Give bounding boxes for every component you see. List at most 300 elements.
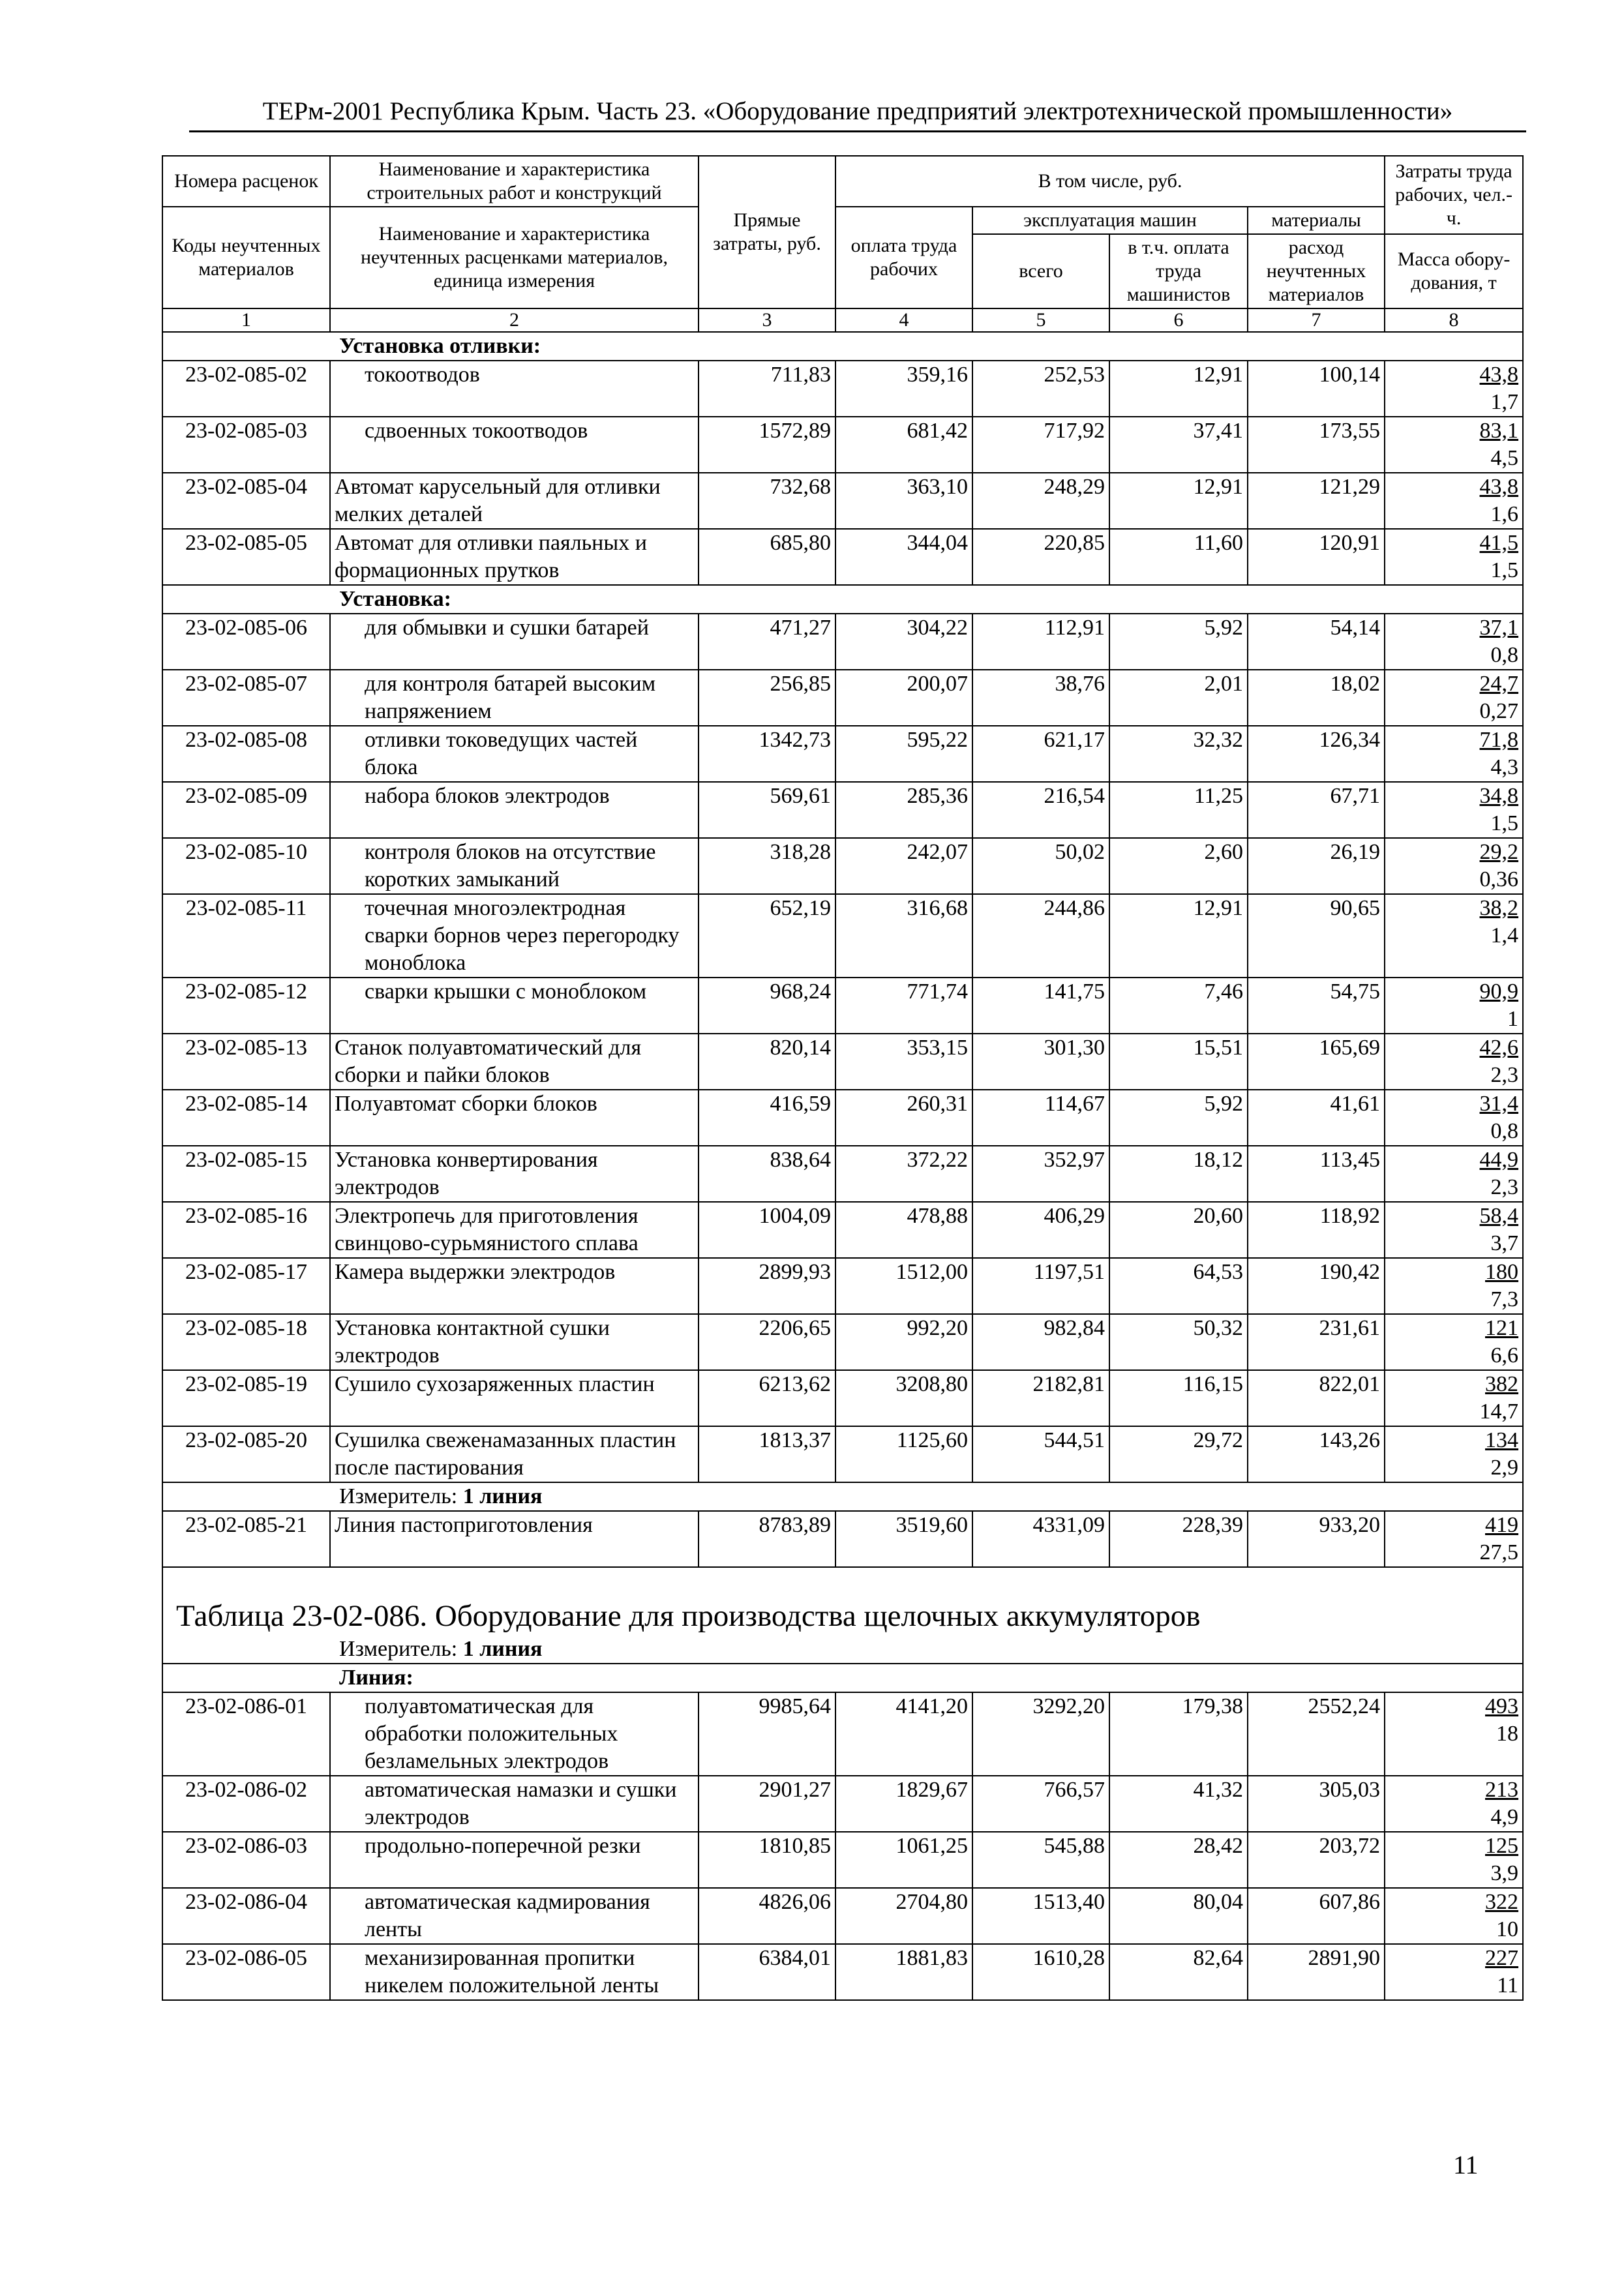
materials-cost: 90,65 <box>1248 894 1385 978</box>
materials-cost: 26,19 <box>1248 838 1385 894</box>
rates-table <box>162 155 1524 2001</box>
labor-hours: 58,4 <box>1479 1204 1519 1228</box>
rate-name: сварки крышки с моноблоком <box>330 978 699 1034</box>
materials-cost: 54,14 <box>1248 614 1385 670</box>
equipment-mass: 4,3 <box>1490 755 1519 779</box>
labor-hours: 121 <box>1485 1316 1519 1340</box>
labor-hours: 71,8 <box>1479 728 1519 752</box>
col1-header-top: Номера расценок <box>162 156 330 207</box>
rate-code: 23-02-085-05 <box>162 529 330 585</box>
materials-cost: 54,75 <box>1248 978 1385 1034</box>
rate-code: 23-02-085-02 <box>162 361 330 417</box>
col-number: 5 <box>972 308 1109 332</box>
rate-code: 23-02-085-11 <box>162 894 330 978</box>
operator-wages: 41,32 <box>1109 1776 1248 1832</box>
worker-wages: 353,15 <box>835 1034 972 1090</box>
materials-cost: 100,14 <box>1248 361 1385 417</box>
equipment-mass: 14,7 <box>1479 1399 1519 1424</box>
machine-cost: 216,54 <box>972 782 1109 838</box>
equipment-mass: 1,7 <box>1490 390 1519 414</box>
operator-wages: 228,39 <box>1109 1511 1248 1567</box>
labor-mass-cell <box>1385 1146 1523 1202</box>
operator-wages: 12,91 <box>1109 894 1248 978</box>
machine-cost: 352,97 <box>972 1146 1109 1202</box>
equipment-mass: 3,9 <box>1490 1861 1519 1885</box>
equipment-mass: 2,9 <box>1490 1456 1519 1480</box>
machine-cost: 406,29 <box>972 1202 1109 1258</box>
labor-hours: 134 <box>1485 1428 1519 1452</box>
rate-code: 23-02-085-21 <box>162 1511 330 1567</box>
labor-hours: 213 <box>1485 1778 1519 1802</box>
operator-wages: 5,92 <box>1109 614 1248 670</box>
table-row <box>162 1146 1523 1202</box>
col-number: 2 <box>330 308 699 332</box>
direct-cost: 4826,06 <box>699 1888 835 1944</box>
rate-name: Полуавтомат сборки блоков <box>330 1090 699 1146</box>
col3-header: Прямые затраты, руб. <box>699 156 835 308</box>
rate-code: 23-02-086-05 <box>162 1944 330 2000</box>
operator-wages: 12,91 <box>1109 361 1248 417</box>
materials-cost: 173,55 <box>1248 417 1385 473</box>
direct-cost: 8783,89 <box>699 1511 835 1567</box>
rate-name: автоматическая кадмирования ленты <box>330 1888 699 1944</box>
rate-name: токоотводов <box>330 361 699 417</box>
labor-hours: 42,6 <box>1479 1036 1519 1060</box>
equipment-mass: 7,3 <box>1490 1287 1519 1311</box>
labor-mass-cell <box>1385 1888 1523 1944</box>
worker-wages: 771,74 <box>835 978 972 1034</box>
rate-code: 23-02-085-17 <box>162 1258 330 1314</box>
table-row <box>162 1511 1523 1567</box>
direct-cost: 711,83 <box>699 361 835 417</box>
col7-header: расход неучтенных материалов <box>1248 234 1385 308</box>
worker-wages: 344,04 <box>835 529 972 585</box>
worker-wages: 1881,83 <box>835 1944 972 2000</box>
equipment-mass: 1 <box>1507 1007 1519 1031</box>
col8-header-bottom: Масса обору-дования, т <box>1385 234 1523 308</box>
measure-row <box>162 1482 1523 1511</box>
labor-mass-cell <box>1385 529 1523 585</box>
worker-wages: 4141,20 <box>835 1692 972 1776</box>
table-row <box>162 1426 1523 1482</box>
materials-cost: 18,02 <box>1248 670 1385 726</box>
operator-wages: 7,46 <box>1109 978 1248 1034</box>
rate-name: Сушило сухозаряженных пластин <box>330 1370 699 1426</box>
col-number: 3 <box>699 308 835 332</box>
direct-cost: 256,85 <box>699 670 835 726</box>
rate-code: 23-02-086-02 <box>162 1776 330 1832</box>
materials-cost: 118,92 <box>1248 1202 1385 1258</box>
labor-mass-cell <box>1385 614 1523 670</box>
operator-wages: 179,38 <box>1109 1692 1248 1776</box>
direct-cost: 1572,89 <box>699 417 835 473</box>
table-row <box>162 1776 1523 1832</box>
labor-mass-cell <box>1385 1944 1523 2000</box>
table-row <box>162 417 1523 473</box>
materials-cost: 190,42 <box>1248 1258 1385 1314</box>
labor-hours: 493 <box>1485 1694 1519 1718</box>
rate-name: Сушилка свеженамазанных пластин после пастирования <box>330 1426 699 1482</box>
worker-wages: 260,31 <box>835 1090 972 1146</box>
materials-header: материалы <box>1248 207 1385 234</box>
section-title: Линия: <box>162 1664 1523 1692</box>
worker-wages: 992,20 <box>835 1314 972 1370</box>
machine-cost: 141,75 <box>972 978 1109 1034</box>
materials-cost: 121,29 <box>1248 473 1385 529</box>
rate-name: Линия пастоприготовления <box>330 1511 699 1567</box>
equipment-mass: 1,4 <box>1490 923 1519 948</box>
labor-mass-cell <box>1385 1426 1523 1482</box>
col-number: 8 <box>1385 308 1523 332</box>
labor-mass-cell <box>1385 1090 1523 1146</box>
materials-cost: 231,61 <box>1248 1314 1385 1370</box>
rate-name: автоматическая намазки и сушки электродов <box>330 1776 699 1832</box>
operator-wages: 116,15 <box>1109 1370 1248 1426</box>
labor-hours: 31,4 <box>1479 1092 1519 1116</box>
equipment-mass: 1,6 <box>1490 502 1519 526</box>
direct-cost: 6384,01 <box>699 1944 835 2000</box>
table-row <box>162 1832 1523 1888</box>
page-number: 11 <box>1453 2150 1479 2179</box>
worker-wages: 316,68 <box>835 894 972 978</box>
machine-cost: 544,51 <box>972 1426 1109 1482</box>
machine-cost: 114,67 <box>972 1090 1109 1146</box>
machine-cost: 4331,09 <box>972 1511 1109 1567</box>
col-number: 7 <box>1248 308 1385 332</box>
equipment-mass: 2,3 <box>1490 1175 1519 1199</box>
labor-mass-cell <box>1385 1202 1523 1258</box>
machine-cost: 621,17 <box>972 726 1109 782</box>
direct-cost: 2206,65 <box>699 1314 835 1370</box>
rate-name: сдвоенных токоотводов <box>330 417 699 473</box>
machine-cost: 112,91 <box>972 614 1109 670</box>
equipment-mass: 11 <box>1497 1973 1519 1997</box>
materials-cost: 607,86 <box>1248 1888 1385 1944</box>
labor-mass-cell <box>1385 1511 1523 1567</box>
direct-cost: 685,80 <box>699 529 835 585</box>
operator-wages: 12,91 <box>1109 473 1248 529</box>
rate-code: 23-02-085-20 <box>162 1426 330 1482</box>
operator-wages: 28,42 <box>1109 1832 1248 1888</box>
operator-wages: 11,60 <box>1109 529 1248 585</box>
machine-cost: 301,30 <box>972 1034 1109 1090</box>
equipment-mass: 3,7 <box>1490 1231 1519 1255</box>
measure-label: Измеритель: <box>339 1637 458 1661</box>
table-row <box>162 838 1523 894</box>
table-row <box>162 361 1523 417</box>
labor-hours: 37,1 <box>1479 616 1519 640</box>
worker-wages: 363,10 <box>835 473 972 529</box>
operator-wages: 15,51 <box>1109 1034 1248 1090</box>
machine-cost: 766,57 <box>972 1776 1109 1832</box>
worker-wages: 372,22 <box>835 1146 972 1202</box>
table-row <box>162 1258 1523 1314</box>
rate-name: Электропечь для приготовления свинцово-сурьмянистого сплава <box>330 1202 699 1258</box>
rate-code: 23-02-085-19 <box>162 1370 330 1426</box>
labor-hours: 38,2 <box>1479 896 1519 920</box>
table-row <box>162 1692 1523 1776</box>
machine-cost: 252,53 <box>972 361 1109 417</box>
direct-cost: 416,59 <box>699 1090 835 1146</box>
labor-mass-cell <box>1385 1034 1523 1090</box>
rate-code: 23-02-085-16 <box>162 1202 330 1258</box>
table-title: Таблица 23-02-086. Оборудование для производства щелочных аккумуляторов <box>162 1567 1523 1636</box>
direct-cost: 838,64 <box>699 1146 835 1202</box>
table-row <box>162 1090 1523 1146</box>
rate-code: 23-02-085-03 <box>162 417 330 473</box>
operator-wages: 5,92 <box>1109 1090 1248 1146</box>
rate-name: отливки токоведущих частей блока <box>330 726 699 782</box>
rate-name: механизированная пропитки никелем положительной ленты <box>330 1944 699 2000</box>
labor-mass-cell <box>1385 1370 1523 1426</box>
col-number: 4 <box>835 308 972 332</box>
labor-hours: 24,7 <box>1479 672 1519 696</box>
table-row <box>162 894 1523 978</box>
worker-wages: 1061,25 <box>835 1832 972 1888</box>
operator-wages: 2,60 <box>1109 838 1248 894</box>
labor-mass-cell <box>1385 417 1523 473</box>
col1-header-bottom: Коды неучтенных материалов <box>162 207 330 308</box>
machine-cost: 3292,20 <box>972 1692 1109 1776</box>
labor-hours: 227 <box>1485 1946 1519 1970</box>
header-rule <box>189 130 1526 132</box>
worker-wages: 1125,60 <box>835 1426 972 1482</box>
direct-cost: 2901,27 <box>699 1776 835 1832</box>
table-row <box>162 473 1523 529</box>
rate-code: 23-02-086-03 <box>162 1832 330 1888</box>
rate-code: 23-02-085-18 <box>162 1314 330 1370</box>
materials-cost: 305,03 <box>1248 1776 1385 1832</box>
labor-mass-cell <box>1385 782 1523 838</box>
col2-header-top: Наименование и характеристика строительных работ и конструкций <box>330 156 699 207</box>
table-row <box>162 726 1523 782</box>
machine-cost: 244,86 <box>972 894 1109 978</box>
rate-name: Автомат карусельный для отливки мелких деталей <box>330 473 699 529</box>
machine-cost: 1197,51 <box>972 1258 1109 1314</box>
labor-mass-cell <box>1385 670 1523 726</box>
worker-wages: 3208,80 <box>835 1370 972 1426</box>
equipment-mass: 6,6 <box>1490 1343 1519 1368</box>
direct-cost: 318,28 <box>699 838 835 894</box>
col-number: 6 <box>1109 308 1248 332</box>
table-row <box>162 1314 1523 1370</box>
rate-name: продольно-поперечной резки <box>330 1832 699 1888</box>
table-row <box>162 978 1523 1034</box>
table-row <box>162 614 1523 670</box>
materials-cost: 41,61 <box>1248 1090 1385 1146</box>
operator-wages: 80,04 <box>1109 1888 1248 1944</box>
col2-header-bottom: Наименование и характеристика неучтенных расценками материалов, единица измерения <box>330 207 699 308</box>
operator-wages: 29,72 <box>1109 1426 1248 1482</box>
operator-wages: 32,32 <box>1109 726 1248 782</box>
direct-cost: 1810,85 <box>699 1832 835 1888</box>
rate-code: 23-02-085-15 <box>162 1146 330 1202</box>
direct-cost: 1004,09 <box>699 1202 835 1258</box>
direct-cost: 652,19 <box>699 894 835 978</box>
operator-wages: 2,01 <box>1109 670 1248 726</box>
materials-cost: 2891,90 <box>1248 1944 1385 2000</box>
equipment-mass: 27,5 <box>1479 1540 1519 1564</box>
labor-mass-cell <box>1385 894 1523 978</box>
worker-wages: 285,36 <box>835 782 972 838</box>
rate-code: 23-02-085-14 <box>162 1090 330 1146</box>
machine-cost: 2182,81 <box>972 1370 1109 1426</box>
running-header: ТЕРм-2001 Республика Крым. Часть 23. «Оборудование предприятий электротехнической промышленности» <box>262 97 1453 125</box>
materials-cost: 120,91 <box>1248 529 1385 585</box>
rate-code: 23-02-085-13 <box>162 1034 330 1090</box>
table-row <box>162 1888 1523 1944</box>
labor-hours: 382 <box>1485 1372 1519 1396</box>
machine-cost: 248,29 <box>972 473 1109 529</box>
rate-name: Установка конвертирования электродов <box>330 1146 699 1202</box>
labor-mass-cell <box>1385 473 1523 529</box>
labor-mass-cell <box>1385 1692 1523 1776</box>
equipment-mass: 4,5 <box>1490 446 1519 470</box>
worker-wages: 681,42 <box>835 417 972 473</box>
direct-cost: 9985,64 <box>699 1692 835 1776</box>
worker-wages: 359,16 <box>835 361 972 417</box>
rate-name: набора блоков электродов <box>330 782 699 838</box>
worker-wages: 478,88 <box>835 1202 972 1258</box>
equipment-mass: 0,36 <box>1479 867 1519 891</box>
labor-hours: 41,5 <box>1479 531 1519 555</box>
rate-name: контроля блоков на отсутствие коротких замыканий <box>330 838 699 894</box>
table-row <box>162 1034 1523 1090</box>
worker-wages: 1829,67 <box>835 1776 972 1832</box>
measure-value: 1 линия <box>462 1637 543 1661</box>
operator-wages: 64,53 <box>1109 1258 1248 1314</box>
rate-name: для контроля батарей высоким напряжением <box>330 670 699 726</box>
table-row <box>162 782 1523 838</box>
labor-mass-cell <box>1385 1314 1523 1370</box>
col6-header: в т.ч. оплата труда машинистов <box>1109 234 1248 308</box>
worker-wages: 304,22 <box>835 614 972 670</box>
machine-cost: 545,88 <box>972 1832 1109 1888</box>
machine-cost: 220,85 <box>972 529 1109 585</box>
equipment-mass: 0,8 <box>1490 643 1519 667</box>
rate-name: Станок полуавтоматический для сборки и пайки блоков <box>330 1034 699 1090</box>
machines-header: эксплуатация машин <box>972 207 1248 234</box>
labor-mass-cell <box>1385 361 1523 417</box>
col-number: 1 <box>162 308 330 332</box>
rate-name: для обмывки и сушки батарей <box>330 614 699 670</box>
labor-hours: 419 <box>1485 1513 1519 1537</box>
rate-name: Установка контактной сушки электродов <box>330 1314 699 1370</box>
machine-cost: 1610,28 <box>972 1944 1109 2000</box>
labor-hours: 83,1 <box>1479 419 1519 443</box>
machine-cost: 1513,40 <box>972 1888 1109 1944</box>
direct-cost: 1342,73 <box>699 726 835 782</box>
operator-wages: 11,25 <box>1109 782 1248 838</box>
labor-hours: 44,9 <box>1479 1148 1519 1172</box>
worker-wages: 3519,60 <box>835 1511 972 1567</box>
col5-header: всего <box>972 234 1109 308</box>
operator-wages: 20,60 <box>1109 1202 1248 1258</box>
labor-mass-cell <box>1385 1832 1523 1888</box>
table-row <box>162 670 1523 726</box>
operator-wages: 50,32 <box>1109 1314 1248 1370</box>
direct-cost: 471,27 <box>699 614 835 670</box>
equipment-mass: 1,5 <box>1490 811 1519 835</box>
operator-wages: 18,12 <box>1109 1146 1248 1202</box>
measure-row <box>162 1636 1523 1664</box>
direct-cost: 968,24 <box>699 978 835 1034</box>
materials-cost: 203,72 <box>1248 1832 1385 1888</box>
materials-cost: 67,71 <box>1248 782 1385 838</box>
operator-wages: 82,64 <box>1109 1944 1248 2000</box>
materials-cost: 126,34 <box>1248 726 1385 782</box>
labor-mass-cell <box>1385 1776 1523 1832</box>
labor-mass-cell <box>1385 978 1523 1034</box>
equipment-mass: 2,3 <box>1490 1063 1519 1087</box>
worker-wages: 200,07 <box>835 670 972 726</box>
rate-name: Автомат для отливки паяльных и формационных прутков <box>330 529 699 585</box>
equipment-mass: 4,9 <box>1490 1805 1519 1829</box>
rate-code: 23-02-085-12 <box>162 978 330 1034</box>
measure-label: Измеритель: <box>339 1484 458 1508</box>
measure-value: 1 линия <box>462 1484 543 1508</box>
labor-hours: 34,8 <box>1479 784 1519 808</box>
section-title: Установка отливки: <box>162 332 1523 361</box>
table-row <box>162 1370 1523 1426</box>
direct-cost: 2899,93 <box>699 1258 835 1314</box>
labor-mass-cell <box>1385 726 1523 782</box>
direct-cost: 1813,37 <box>699 1426 835 1482</box>
equipment-mass: 10 <box>1496 1917 1519 1941</box>
rate-code: 23-02-086-04 <box>162 1888 330 1944</box>
equipment-mass: 0,27 <box>1479 699 1519 723</box>
labor-hours: 125 <box>1485 1834 1519 1858</box>
rate-code: 23-02-085-06 <box>162 614 330 670</box>
rate-name: Камера выдержки электродов <box>330 1258 699 1314</box>
section-title: Установка: <box>162 585 1523 614</box>
group-header: В том числе, руб. <box>835 156 1385 207</box>
column-numbers-row <box>162 308 1523 332</box>
rate-code: 23-02-085-10 <box>162 838 330 894</box>
labor-hours: 43,8 <box>1479 475 1519 499</box>
equipment-mass: 0,8 <box>1490 1119 1519 1143</box>
col4-header: оплата труда рабочих <box>835 207 972 308</box>
labor-hours: 90,9 <box>1479 980 1519 1004</box>
rate-name: точечная многоэлектродная сварки борнов через перегородку моноблока <box>330 894 699 978</box>
materials-cost: 113,45 <box>1248 1146 1385 1202</box>
labor-mass-cell <box>1385 1258 1523 1314</box>
rate-code: 23-02-085-04 <box>162 473 330 529</box>
labor-hours: 43,8 <box>1479 363 1519 387</box>
labor-hours: 180 <box>1485 1260 1519 1284</box>
direct-cost: 569,61 <box>699 782 835 838</box>
labor-hours: 322 <box>1485 1890 1519 1914</box>
rate-name: полуавтоматическая для обработки положительных безламельных электродов <box>330 1692 699 1776</box>
machine-cost: 982,84 <box>972 1314 1109 1370</box>
materials-cost: 165,69 <box>1248 1034 1385 1090</box>
equipment-mass: 1,5 <box>1490 558 1519 582</box>
rate-code: 23-02-085-07 <box>162 670 330 726</box>
direct-cost: 732,68 <box>699 473 835 529</box>
materials-cost: 2552,24 <box>1248 1692 1385 1776</box>
direct-cost: 820,14 <box>699 1034 835 1090</box>
operator-wages: 37,41 <box>1109 417 1248 473</box>
labor-hours: 29,2 <box>1479 840 1519 864</box>
table-row <box>162 1202 1523 1258</box>
machine-cost: 50,02 <box>972 838 1109 894</box>
worker-wages: 242,07 <box>835 838 972 894</box>
rate-code: 23-02-086-01 <box>162 1692 330 1776</box>
machine-cost: 717,92 <box>972 417 1109 473</box>
col8-header-top: Затраты труда рабочих, чел.-ч. <box>1385 156 1523 234</box>
table-row <box>162 1944 1523 2000</box>
materials-cost: 822,01 <box>1248 1370 1385 1426</box>
